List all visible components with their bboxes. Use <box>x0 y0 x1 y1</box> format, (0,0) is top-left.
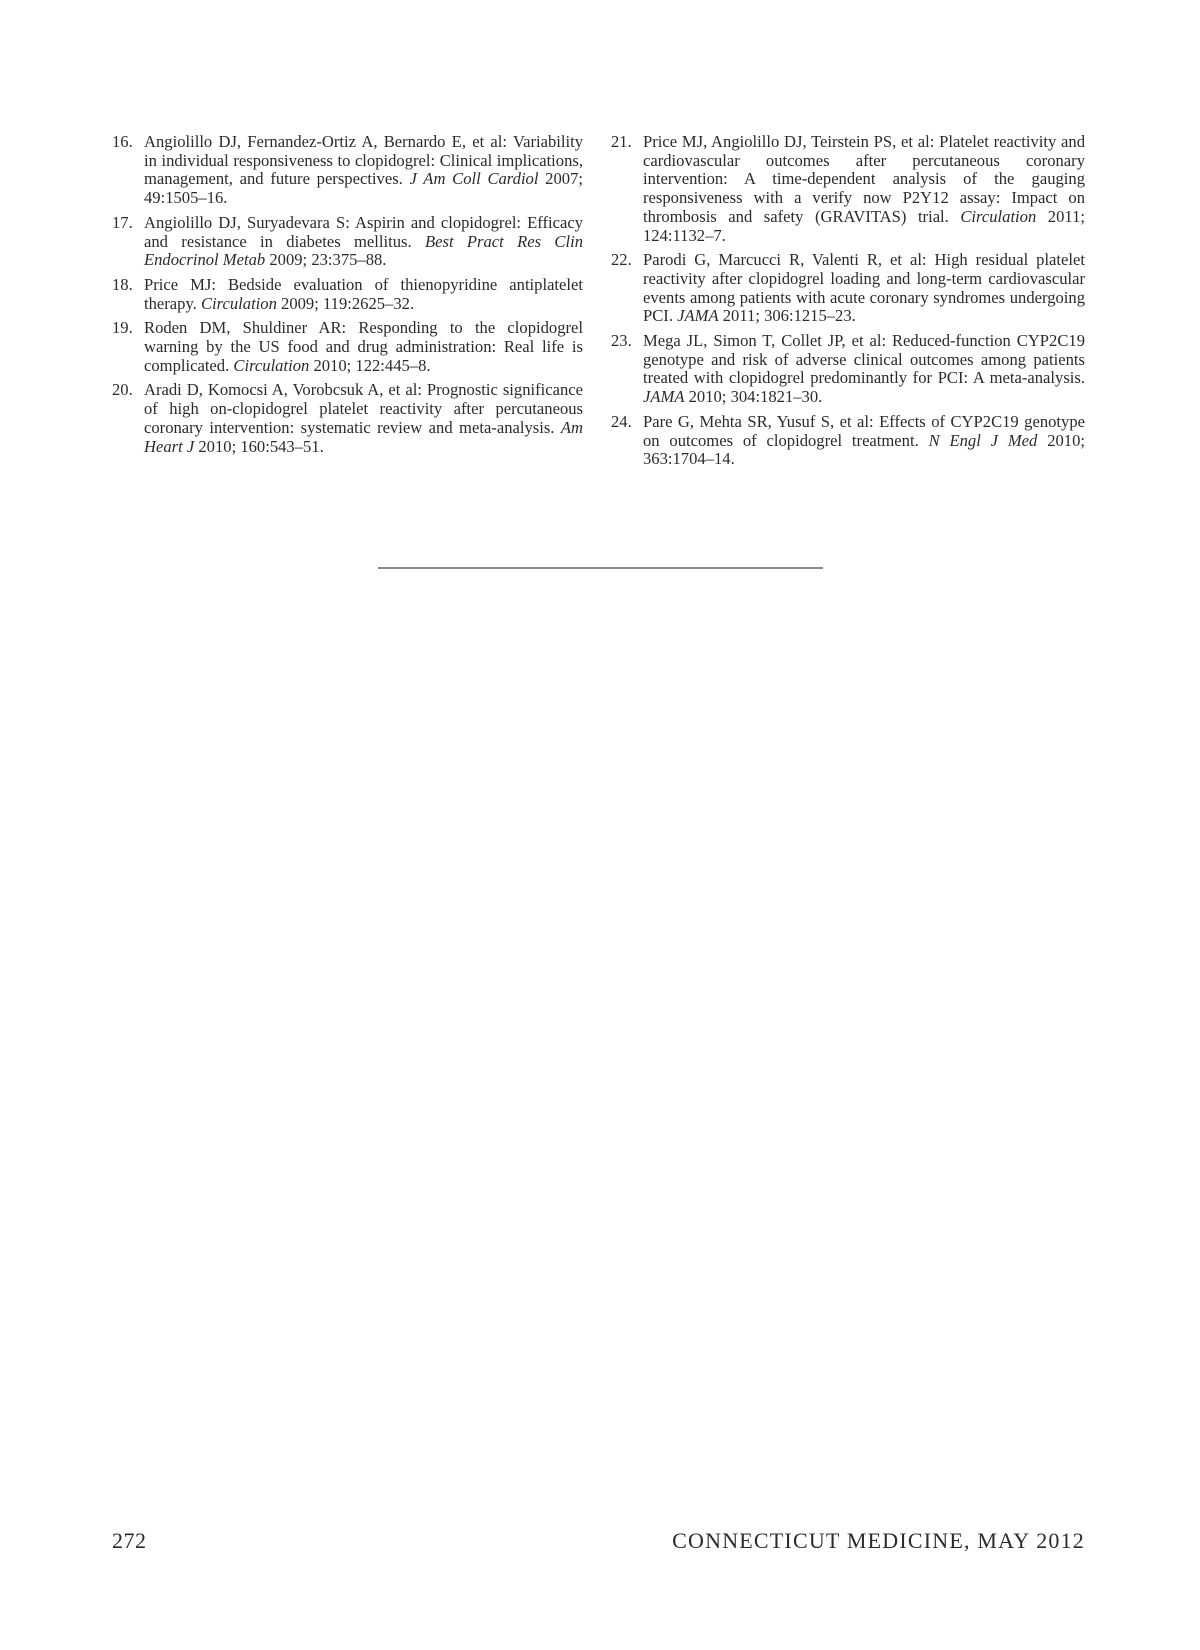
reference-number: 17. <box>112 212 133 232</box>
reference-number: 24. <box>611 411 632 431</box>
journal-name: Circulation <box>200 293 277 313</box>
reference-item <box>112 133 583 208</box>
reference-item <box>112 381 583 456</box>
reference-text: Pare G, Mehta SR, Yusuf S, et al: Effects of CYP2C19 genotype on outcomes of clopidogrel treatment. N Engl J Med 2010; 363:1704–14. <box>643 411 1085 469</box>
references-column-left <box>112 133 583 462</box>
reference-item <box>611 332 1085 407</box>
reference-item <box>112 319 583 375</box>
reference-number: 22. <box>611 250 632 270</box>
journal-name: J Am Coll Cardiol <box>409 169 539 189</box>
reference-text: Parodi G, Marcucci R, Valenti R, et al: High residual platelet reactivity after clopidogrel loading and long-term cardiovascular events among patients with acute coronary syndromes undergoing PCI. JAMA 2011; 306:1215–23. <box>643 250 1085 326</box>
reference-item <box>112 276 583 313</box>
reference-item <box>611 133 1085 245</box>
reference-number: 18. <box>112 274 133 294</box>
reference-text: Roden DM, Shuldiner AR: Responding to the clopidogrel warning by the US food and drug administration: Real life is complicated. Circulation 2010; 122:445–8. <box>144 318 583 375</box>
section-divider <box>378 567 823 569</box>
reference-number: 21. <box>611 132 632 151</box>
journal-name: Am Heart J <box>144 417 583 456</box>
reference-number: 19. <box>112 318 133 338</box>
reference-text: Aradi D, Komocsi A, Vorobcsuk A, et al: Prognostic significance of high on-clopidogrel platelet reactivity after percutaneous coronary intervention: systematic review and meta-analysis. Am Heart J 2010; 160:543–51. <box>144 380 583 456</box>
journal-name: JAMA <box>643 387 685 407</box>
reference-number: 16. <box>112 132 133 151</box>
reference-number: 20. <box>112 380 133 400</box>
journal-issue: CONNECTICUT MEDICINE, MAY 2012 <box>672 1528 1085 1553</box>
journal-name: JAMA <box>677 306 719 326</box>
reference-text: Mega JL, Simon T, Collet JP, et al: Reduced-function CYP2C19 genotype and risk of adverse clinical outcomes among patients treated with clopidogrel predominantly for PCI: A meta-analysis. JAMA 2010; 304:1821–30. <box>643 331 1085 407</box>
reference-text: Angiolillo DJ, Suryadevara S: Aspirin and clopidogrel: Efficacy and resistance in diabetes mellitus. Best Pract Res Clin Endocrinol Metab 2009; 23:375–88. <box>144 212 583 270</box>
reference-item <box>611 251 1085 326</box>
reference-item <box>611 413 1085 469</box>
page-number: 272 <box>112 1528 147 1553</box>
reference-text: Price MJ: Bedside evaluation of thienopyridine antiplatelet therapy. Circulation 2009; 119:2625–32. <box>144 274 583 313</box>
reference-item <box>112 214 583 270</box>
reference-number: 23. <box>611 331 632 351</box>
journal-name: Circulation <box>960 206 1037 226</box>
journal-name: Best Pract Res Clin Endocrinol Metab <box>144 231 583 270</box>
reference-text: Angiolillo DJ, Fernandez-Ortiz A, Bernardo E, et al: Variability in individual responsiveness to clopidogrel: Clinical implications, management, and future perspectives. J Am Coll Cardiol 2007; 49:1505–16. <box>144 132 583 208</box>
journal-name: N Engl J Med <box>928 430 1038 450</box>
references-column-right <box>611 133 1085 475</box>
reference-text: Price MJ, Angiolillo DJ, Teirstein PS, et al: Platelet reactivity and cardiovascular outcomes after percutaneous coronary intervention: A time-dependent analysis of the gauging responsiveness with a verify now P2Y12 assay: Impact on thrombosis and safety (GRAVITAS) trial. Circulation 2011; 124:1132–7. <box>643 132 1085 245</box>
journal-name: Circulation <box>233 355 310 375</box>
